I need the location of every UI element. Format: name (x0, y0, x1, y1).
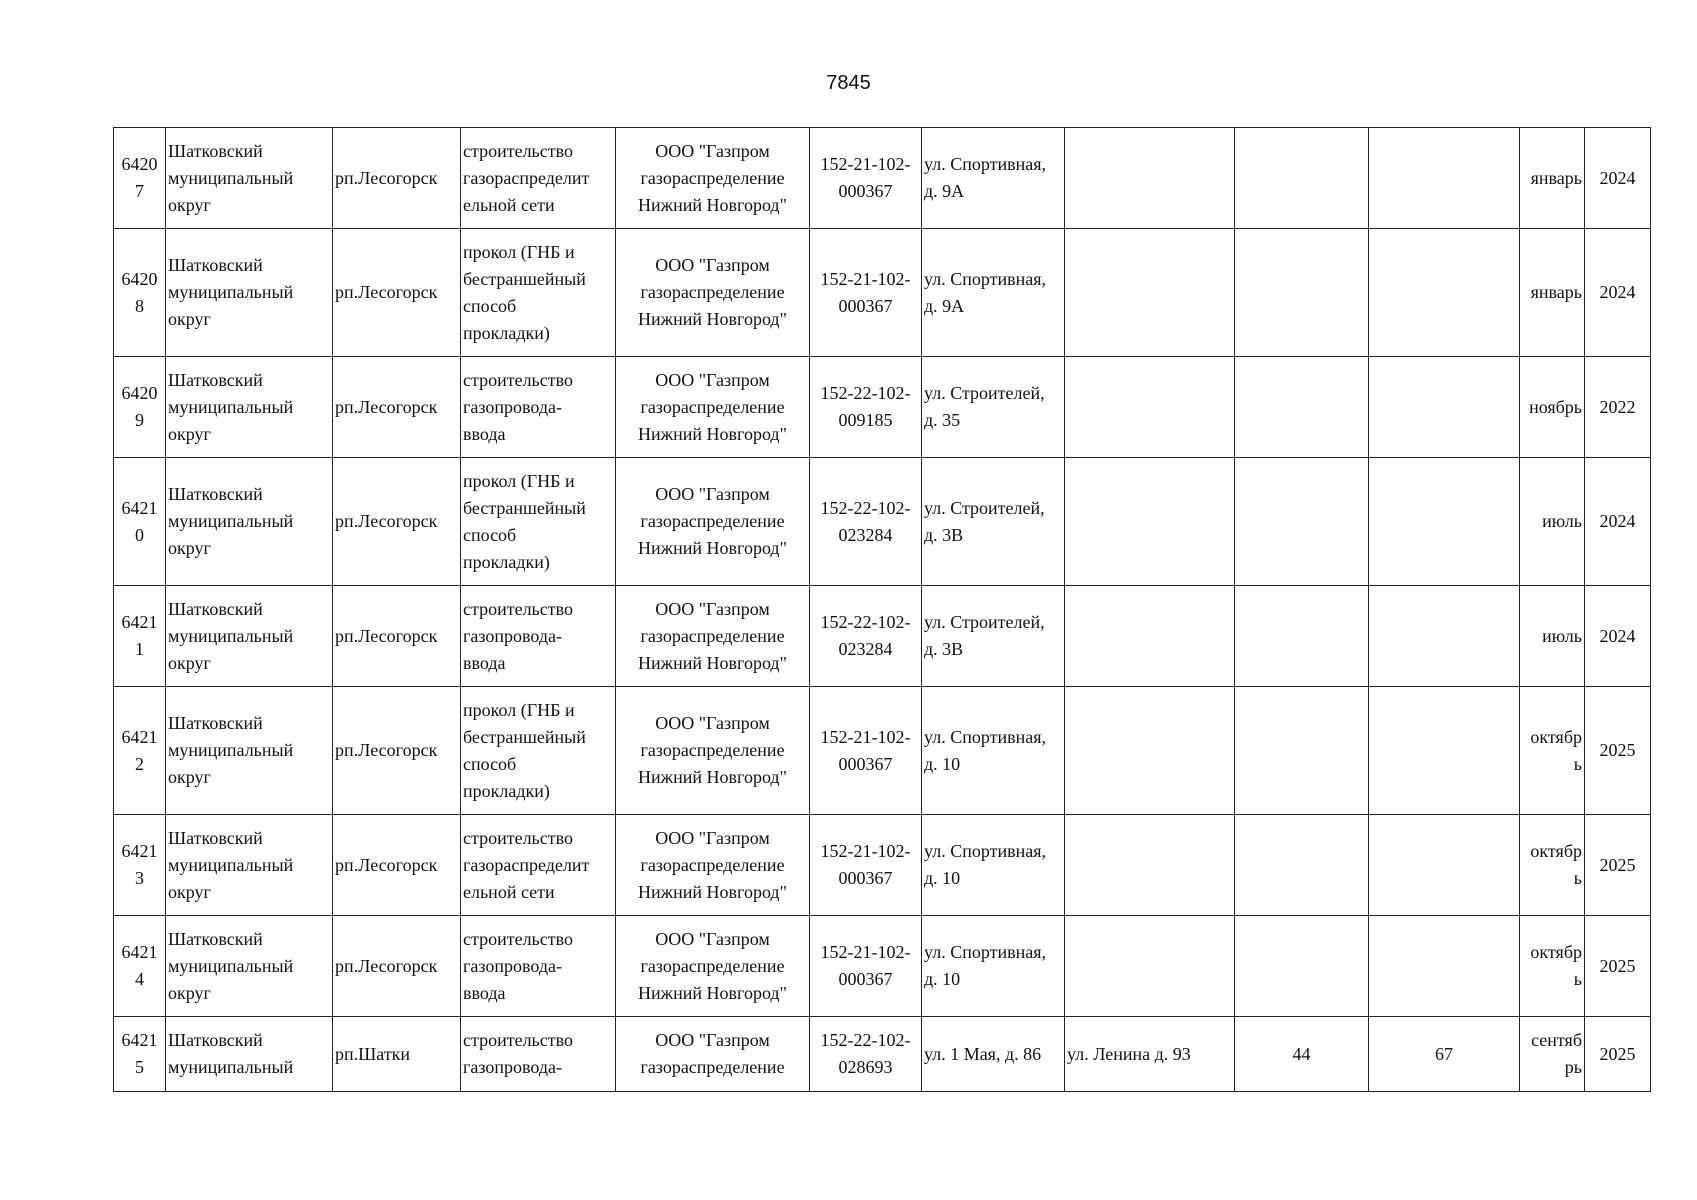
address-text: ул. 1 Мая, д. 86 (924, 1043, 1042, 1064)
work-type-cell (461, 586, 616, 687)
settlement-cell (333, 1017, 461, 1092)
work-type-line: ельной сети (463, 194, 555, 215)
length-1-cell (1235, 916, 1369, 1017)
organization-line: Нижний Новгород" (638, 652, 787, 673)
month-text: январь (1530, 282, 1582, 302)
address-line: ул. Строителей, (924, 383, 1045, 403)
organization-line: Нижний Новгород" (638, 982, 787, 1003)
object-code-cell (810, 128, 922, 229)
settlement-text: рп.Лесогорск (335, 854, 438, 875)
object-code-line: 023284 (838, 524, 893, 545)
month-cell (1520, 357, 1585, 458)
address-cell (922, 1017, 1065, 1092)
district-cell (166, 586, 333, 687)
month-line: ь (1573, 969, 1582, 989)
month-cell (1520, 229, 1585, 357)
row-number-cell (114, 815, 166, 916)
year-text: 2025 (1599, 955, 1636, 976)
work-type-cell (461, 458, 616, 586)
organization-line: газораспределение (640, 511, 785, 531)
work-type-line: строительство (463, 598, 573, 619)
organization-cell (616, 458, 810, 586)
address-cell (922, 586, 1065, 687)
work-type-cell (461, 1017, 616, 1092)
organization-line: газораспределение (640, 955, 785, 976)
work-type-line: газопровода- (463, 396, 563, 417)
address-line: д. 35 (924, 410, 961, 430)
month-text: ноябрь (1529, 396, 1582, 417)
year-text: 2022 (1599, 396, 1636, 417)
work-type-line: ельной сети (463, 881, 555, 902)
work-type-line: строительство (463, 140, 573, 161)
object-code-line: 009185 (838, 410, 893, 430)
length-1-cell (1235, 687, 1369, 815)
row-number-line: 6421 (121, 726, 158, 747)
district-cell (166, 357, 333, 458)
district-line: Шатковский (168, 484, 263, 504)
gas-connection-register-table (113, 127, 1651, 1092)
address-cell (922, 815, 1065, 916)
district-cell (166, 1017, 333, 1092)
length-2-cell (1369, 458, 1520, 586)
row-number-line: 4 (135, 969, 144, 989)
table-row (114, 687, 1651, 815)
length-2-cell (1369, 1017, 1520, 1092)
year-text: 2024 (1599, 167, 1636, 188)
address-line: д. 10 (924, 969, 961, 989)
settlement-text: рп.Лесогорск (335, 511, 438, 531)
row-number-line: 6420 (121, 383, 158, 403)
table-row (114, 128, 1651, 229)
object-code-line: 152-21-102- (820, 154, 911, 174)
organization-line: Нижний Новгород" (638, 423, 787, 444)
work-type-line: прокладки) (463, 322, 550, 343)
address-cell (922, 458, 1065, 586)
register-body (114, 128, 1651, 1092)
district-cell (166, 458, 333, 586)
district-line: муниципальный (168, 511, 294, 531)
district-line: Шатковский (168, 1030, 263, 1050)
organization-line: газораспределение (640, 740, 785, 760)
address-line: ул. Спортивная, (924, 942, 1046, 962)
object-code-cell (810, 815, 922, 916)
work-type-line: ввода (463, 652, 506, 673)
district-line: муниципальный (168, 854, 294, 875)
work-type-cell (461, 815, 616, 916)
organization-line: ООО "Газпром (655, 255, 770, 275)
table-row (114, 458, 1651, 586)
object-code-line: 000367 (838, 969, 893, 989)
month-text: январь (1530, 167, 1582, 188)
district-line: муниципальный (168, 396, 294, 417)
object-code-line: 000367 (838, 181, 893, 201)
district-cell (166, 229, 333, 357)
district-line: округ (168, 982, 211, 1003)
row-number-line: 6421 (121, 612, 158, 632)
row-number-cell (114, 128, 166, 229)
year-text: 2025 (1599, 740, 1636, 760)
table-row (114, 916, 1651, 1017)
month-cell (1520, 1017, 1585, 1092)
length-1-cell (1235, 1017, 1369, 1092)
work-type-cell (461, 357, 616, 458)
work-type-line: бестраншейный (463, 268, 586, 289)
year-text: 2024 (1599, 282, 1636, 302)
object-code-cell (810, 687, 922, 815)
district-line: муниципальный (168, 625, 294, 646)
organization-cell (616, 687, 810, 815)
district-line: округ (168, 767, 211, 787)
object-code-line: 152-22-102- (820, 383, 911, 403)
month-line: ь (1573, 868, 1582, 888)
row-number-line: 6420 (121, 154, 158, 174)
object-code-line: 023284 (838, 639, 893, 659)
organization-line: ООО "Газпром (655, 598, 770, 619)
address-line: ул. Строителей, (924, 612, 1045, 632)
row-number-line: 6421 (121, 942, 158, 962)
length-1-cell (1235, 357, 1369, 458)
address-line: д. 3В (924, 639, 964, 659)
settlement-cell (333, 128, 461, 229)
address-to-cell (1065, 586, 1235, 687)
organization-line: Нижний Новгород" (638, 309, 787, 329)
organization-line: ООО "Газпром (655, 827, 770, 848)
object-code-line: 152-22-102- (820, 1030, 911, 1050)
row-number-cell (114, 1017, 166, 1092)
district-line: Шатковский (168, 255, 263, 275)
district-line: муниципальный (168, 167, 294, 188)
work-type-line: способ (463, 753, 517, 774)
organization-line: газораспределение (640, 625, 785, 646)
row-number-line: 1 (135, 639, 144, 659)
organization-line: Нижний Новгород" (638, 881, 787, 902)
month-cell (1520, 815, 1585, 916)
year-cell (1585, 229, 1651, 357)
settlement-cell (333, 916, 461, 1017)
row-number-line: 6421 (121, 841, 158, 861)
object-code-cell (810, 229, 922, 357)
work-type-cell (461, 687, 616, 815)
settlement-text: рп.Лесогорск (335, 282, 438, 302)
month-cell (1520, 586, 1585, 687)
row-number-cell (114, 916, 166, 1017)
organization-cell (616, 229, 810, 357)
object-code-cell (810, 916, 922, 1017)
organization-cell (616, 357, 810, 458)
object-code-cell (810, 586, 922, 687)
work-type-cell (461, 229, 616, 357)
district-line: Шатковский (168, 928, 263, 949)
month-text: июль (1542, 511, 1582, 531)
row-number-line: 3 (135, 868, 144, 888)
organization-cell (616, 815, 810, 916)
address-cell (922, 128, 1065, 229)
row-number-line: 5 (135, 1057, 144, 1077)
work-type-line: способ (463, 295, 517, 316)
address-line: ул. Спортивная, (924, 268, 1046, 289)
address-line: ул. Спортивная, (924, 726, 1046, 747)
length-2-text: 67 (1435, 1043, 1453, 1064)
year-cell (1585, 128, 1651, 229)
object-code-line: 000367 (838, 753, 893, 774)
address-to-cell (1065, 1017, 1235, 1092)
month-cell (1520, 458, 1585, 586)
settlement-text: рп.Лесогорск (335, 625, 438, 646)
address-line: д. 10 (924, 753, 961, 774)
organization-line: Нижний Новгород" (638, 767, 787, 787)
table-row (114, 1017, 1651, 1092)
district-cell (166, 815, 333, 916)
district-line: округ (168, 194, 211, 215)
object-code-cell (810, 458, 922, 586)
address-to-cell (1065, 458, 1235, 586)
organization-cell (616, 1017, 810, 1092)
work-type-line: прокладки) (463, 780, 550, 801)
table-row (114, 586, 1651, 687)
address-to-cell (1065, 916, 1235, 1017)
organization-line: газораспределение (640, 396, 785, 417)
object-code-line: 152-21-102- (820, 841, 911, 861)
length-1-cell (1235, 458, 1369, 586)
length-2-cell (1369, 357, 1520, 458)
district-line: Шатковский (168, 827, 263, 848)
object-code-line: 000367 (838, 868, 893, 888)
object-code-line: 152-22-102- (820, 612, 911, 632)
work-type-line: газопровода- (463, 955, 563, 976)
district-line: Шатковский (168, 369, 263, 390)
length-2-cell (1369, 687, 1520, 815)
year-cell (1585, 815, 1651, 916)
work-type-line: бестраншейный (463, 497, 586, 518)
organization-line: ООО "Газпром (655, 484, 770, 504)
length-1-cell (1235, 128, 1369, 229)
work-type-line: строительство (463, 827, 573, 848)
length-2-cell (1369, 815, 1520, 916)
district-line: муниципальный (168, 740, 294, 760)
organization-line: ООО "Газпром (655, 713, 770, 733)
work-type-cell (461, 128, 616, 229)
length-2-cell (1369, 128, 1520, 229)
address-line: д. 9А (924, 295, 965, 316)
length-2-cell (1369, 916, 1520, 1017)
work-type-line: строительство (463, 928, 573, 949)
row-number-line: 6420 (121, 268, 158, 289)
organization-line: ООО "Газпром (655, 140, 770, 161)
work-type-line: газораспределит (463, 854, 590, 875)
district-cell (166, 687, 333, 815)
work-type-line: способ (463, 524, 517, 545)
settlement-cell (333, 229, 461, 357)
district-line: округ (168, 881, 211, 902)
table-row (114, 229, 1651, 357)
year-text: 2025 (1599, 1043, 1636, 1064)
address-to-cell (1065, 687, 1235, 815)
district-line: Шатковский (168, 713, 263, 733)
address-cell (922, 916, 1065, 1017)
row-number-cell (114, 229, 166, 357)
work-type-line: прокол (ГНБ и (463, 699, 575, 720)
district-line: округ (168, 423, 211, 444)
month-cell (1520, 916, 1585, 1017)
row-number-cell (114, 586, 166, 687)
address-to-cell (1065, 815, 1235, 916)
work-type-line: бестраншейный (463, 726, 586, 747)
address-cell (922, 687, 1065, 815)
work-type-line: ввода (463, 423, 506, 444)
month-line: октябр (1530, 841, 1582, 861)
year-text: 2024 (1599, 511, 1636, 531)
year-cell (1585, 1017, 1651, 1092)
organization-cell (616, 586, 810, 687)
settlement-cell (333, 815, 461, 916)
organization-line: Нижний Новгород" (638, 194, 787, 215)
settlement-cell (333, 586, 461, 687)
address-line: ул. Строителей, (924, 497, 1045, 518)
district-line: муниципальный (168, 955, 294, 976)
length-1-cell (1235, 815, 1369, 916)
settlement-text: рп.Шатки (335, 1043, 411, 1064)
organization-line: ООО "Газпром (655, 369, 770, 390)
district-line: Шатковский (168, 598, 263, 619)
district-line: округ (168, 538, 211, 558)
organization-line: ООО "Газпром (655, 1030, 770, 1050)
year-cell (1585, 586, 1651, 687)
object-code-line: 152-22-102- (820, 497, 911, 518)
settlement-text: рп.Лесогорск (335, 955, 438, 976)
object-code-line: 028693 (838, 1057, 893, 1077)
work-type-line: прокладки) (463, 551, 550, 572)
month-cell (1520, 128, 1585, 229)
district-line: округ (168, 309, 211, 329)
address-to-cell (1065, 357, 1235, 458)
length-1-cell (1235, 229, 1369, 357)
length-1-text: 44 (1292, 1043, 1311, 1064)
address-line: д. 10 (924, 868, 961, 888)
object-code-line: 152-21-102- (820, 268, 911, 289)
organization-line: газораспределение (640, 282, 785, 302)
row-number-line: 8 (135, 295, 144, 316)
row-number-line: 2 (135, 753, 144, 774)
district-cell (166, 916, 333, 1017)
month-line: рь (1564, 1057, 1582, 1077)
settlement-cell (333, 357, 461, 458)
year-cell (1585, 458, 1651, 586)
work-type-line: прокол (ГНБ и (463, 470, 575, 491)
work-type-line: строительство (463, 1030, 573, 1050)
district-line: Шатковский (168, 140, 263, 161)
address-line: д. 9А (924, 181, 965, 201)
object-code-cell (810, 357, 922, 458)
object-code-line: 152-21-102- (820, 726, 911, 747)
month-line: октябр (1530, 942, 1582, 962)
address-to-cell (1065, 229, 1235, 357)
organization-line: Нижний Новгород" (638, 538, 787, 558)
length-1-cell (1235, 586, 1369, 687)
district-line: муниципальный (168, 282, 294, 302)
row-number-cell (114, 458, 166, 586)
length-2-cell (1369, 229, 1520, 357)
row-number-cell (114, 687, 166, 815)
year-text: 2025 (1599, 854, 1636, 875)
month-line: октябр (1530, 726, 1582, 747)
year-cell (1585, 357, 1651, 458)
work-type-line: строительство (463, 369, 573, 390)
settlement-text: рп.Лесогорск (335, 740, 438, 760)
organization-line: газораспределение (640, 854, 785, 875)
object-code-line: 000367 (838, 295, 893, 316)
table-row (114, 815, 1651, 916)
month-line: ь (1573, 753, 1582, 774)
address-cell (922, 229, 1065, 357)
address-line: ул. Спортивная, (924, 841, 1046, 861)
month-text: июль (1542, 625, 1582, 646)
row-number-line: 9 (135, 410, 144, 430)
row-number-line: 6421 (121, 1030, 158, 1050)
settlement-text: рп.Лесогорск (335, 396, 438, 417)
page-number: 7845 (826, 72, 871, 94)
organization-cell (616, 128, 810, 229)
settlement-cell (333, 687, 461, 815)
month-cell (1520, 687, 1585, 815)
address-line: ул. Спортивная, (924, 154, 1046, 174)
row-number-line: 7 (135, 181, 144, 201)
length-2-cell (1369, 586, 1520, 687)
district-line: муниципальный (168, 1057, 294, 1077)
organization-line: ООО "Газпром (655, 928, 770, 949)
year-text: 2024 (1599, 625, 1636, 646)
month-line: сентяб (1531, 1030, 1582, 1050)
address-line: д. 3В (924, 524, 964, 545)
row-number-line: 0 (135, 524, 144, 545)
address-cell (922, 357, 1065, 458)
work-type-cell (461, 916, 616, 1017)
address-to-cell (1065, 128, 1235, 229)
work-type-line: прокол (ГНБ и (463, 241, 575, 262)
object-code-cell (810, 1017, 922, 1092)
address-to-text: ул. Ленина д. 93 (1067, 1043, 1191, 1064)
work-type-line: ввода (463, 982, 506, 1003)
organization-line: газораспределение (640, 1057, 785, 1077)
district-line: округ (168, 652, 211, 673)
year-cell (1585, 687, 1651, 815)
settlement-text: рп.Лесогорск (335, 167, 438, 188)
work-type-line: газопровода- (463, 625, 563, 646)
object-code-line: 152-21-102- (820, 942, 911, 962)
organization-cell (616, 916, 810, 1017)
district-cell (166, 128, 333, 229)
organization-line: газораспределение (640, 167, 785, 188)
year-cell (1585, 916, 1651, 1017)
work-type-line: газопровода- (463, 1057, 563, 1077)
work-type-line: газораспределит (463, 167, 590, 188)
table-row (114, 357, 1651, 458)
settlement-cell (333, 458, 461, 586)
row-number-line: 6421 (121, 497, 158, 518)
row-number-cell (114, 357, 166, 458)
